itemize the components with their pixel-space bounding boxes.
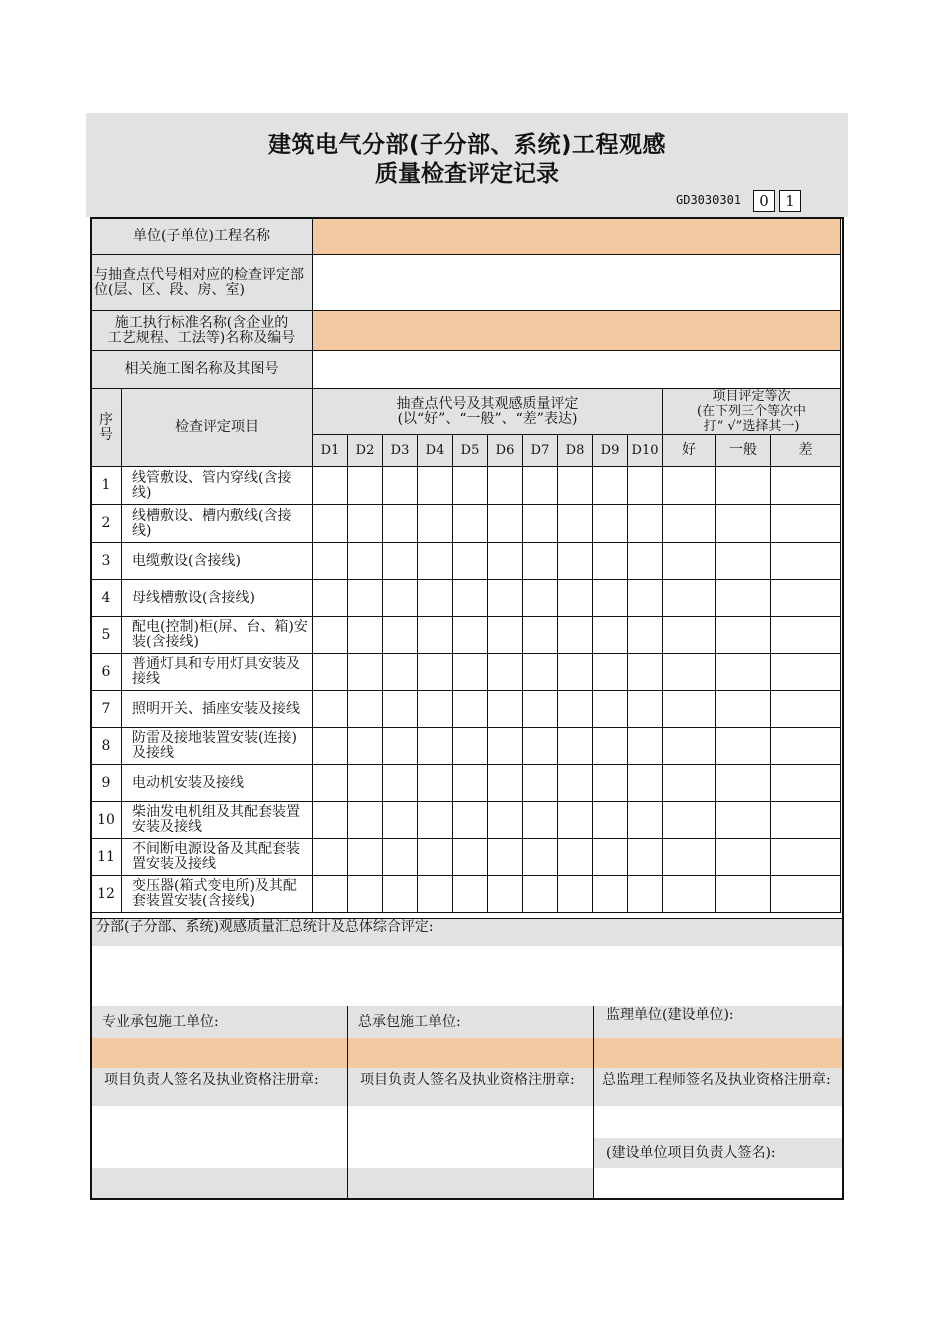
sample-point-cell[interactable] (348, 617, 383, 654)
inspection-location-label: 与抽查点代号相对应的检查评定部位(层、区、段、房、室) (91, 255, 313, 311)
grade-cell[interactable] (771, 876, 841, 913)
sample-point-cell[interactable] (453, 839, 488, 876)
item-number: 4 (91, 580, 122, 617)
sample-point-cell[interactable] (348, 654, 383, 691)
grade-cell[interactable] (663, 691, 716, 728)
sample-point-cell[interactable] (488, 543, 523, 580)
sample-point-cell[interactable] (418, 839, 453, 876)
grade-cell[interactable] (771, 765, 841, 802)
item-name: 线槽敷设、槽内敷线(含接线) (122, 505, 313, 543)
summary-label: 分部(子分部、系统)观感质量汇总统计及总体综合评定: (92, 918, 842, 946)
sample-point-cell[interactable] (593, 505, 628, 543)
grade-cell[interactable] (663, 654, 716, 691)
sample-point-cell[interactable] (628, 839, 663, 876)
item-row (91, 543, 841, 580)
sample-point-cell[interactable] (383, 876, 418, 913)
supervisor-label: 监理单位(建设单位): (594, 1006, 842, 1038)
drawing-label: 相关施工图名称及其图号 (91, 351, 313, 389)
seq-header: 序号 (91, 389, 122, 467)
point-header: D1 (313, 435, 348, 467)
grade-cell[interactable] (663, 617, 716, 654)
sample-point-cell[interactable] (348, 691, 383, 728)
item-number: 8 (91, 728, 122, 765)
sample-point-cell[interactable] (558, 543, 593, 580)
sample-point-cell[interactable] (523, 876, 558, 913)
item-number: 6 (91, 654, 122, 691)
grade-cell[interactable] (771, 839, 841, 876)
standard-input[interactable] (313, 311, 841, 351)
sign-divider (593, 1006, 594, 1200)
sample-point-cell[interactable] (558, 617, 593, 654)
sample-point-cell[interactable] (313, 505, 348, 543)
sample-point-cell[interactable] (313, 580, 348, 617)
item-number: 7 (91, 691, 122, 728)
sample-point-cell[interactable] (593, 876, 628, 913)
grade-cell[interactable] (716, 543, 771, 580)
code-box-2[interactable]: 1 (779, 190, 801, 212)
sub-contractor-date[interactable] (92, 1168, 347, 1200)
sample-point-cell[interactable] (418, 505, 453, 543)
grade-title-line1: 项目评定等次 (712, 389, 791, 404)
item-row (91, 580, 841, 617)
sample-point-cell[interactable] (593, 839, 628, 876)
point-header: D4 (418, 435, 453, 467)
grade-header (663, 389, 841, 435)
sample-point-cell[interactable] (488, 728, 523, 765)
sample-point-cell[interactable] (313, 802, 348, 839)
item-number: 5 (91, 617, 122, 654)
sample-point-cell[interactable] (558, 802, 593, 839)
point-header: D2 (348, 435, 383, 467)
sample-point-cell[interactable] (593, 580, 628, 617)
item-number: 10 (91, 802, 122, 839)
sample-point-cell[interactable] (523, 765, 558, 802)
point-header: D5 (453, 435, 488, 467)
point-header: D6 (488, 435, 523, 467)
sample-point-cell[interactable] (558, 839, 593, 876)
point-header: D3 (383, 435, 418, 467)
grade-cell[interactable] (771, 728, 841, 765)
sample-point-cell[interactable] (348, 543, 383, 580)
sample-point-cell[interactable] (558, 765, 593, 802)
grade-cell[interactable] (771, 617, 841, 654)
sample-point-cell[interactable] (523, 467, 558, 505)
sub-contractor-label: 专业承包施工单位: (92, 1006, 347, 1038)
sample-point-cell[interactable] (523, 580, 558, 617)
item-row (91, 802, 841, 839)
item-number: 3 (91, 543, 122, 580)
sample-point-cell[interactable] (593, 728, 628, 765)
sample-point-cell[interactable] (593, 617, 628, 654)
sample-point-cell[interactable] (348, 580, 383, 617)
sample-point-cell[interactable] (418, 876, 453, 913)
sample-point-cell[interactable] (593, 654, 628, 691)
grade-cell[interactable] (663, 728, 716, 765)
sample-point-cell[interactable] (453, 728, 488, 765)
sample-point-cell[interactable] (453, 580, 488, 617)
grade-cell[interactable] (663, 543, 716, 580)
standard-label-bottom: 工艺规程、工法等)名称及编号 (107, 329, 296, 346)
sample-point-cell[interactable] (523, 728, 558, 765)
sample-point-cell[interactable] (453, 876, 488, 913)
inspection-location-input[interactable] (313, 255, 841, 311)
general-contractor-label: 总承包施工单位: (348, 1006, 593, 1038)
sample-point-cell[interactable] (313, 876, 348, 913)
sample-point-cell[interactable] (348, 765, 383, 802)
sample-point-cell[interactable] (593, 691, 628, 728)
grade-cell[interactable] (663, 876, 716, 913)
sample-point-cell[interactable] (348, 467, 383, 505)
item-name: 电缆敷设(含接线) (122, 543, 313, 580)
grade-cell[interactable] (716, 617, 771, 654)
sample-point-cell[interactable] (523, 839, 558, 876)
sample-point-cell[interactable] (488, 654, 523, 691)
sample-point-cell[interactable] (488, 617, 523, 654)
sample-point-cell[interactable] (418, 580, 453, 617)
sample-point-cell[interactable] (383, 580, 418, 617)
sample-point-cell[interactable] (383, 467, 418, 505)
grade-poor-header: 差 (771, 435, 841, 467)
sample-point-cell[interactable] (418, 543, 453, 580)
grade-cell[interactable] (716, 876, 771, 913)
sample-point-cell[interactable] (453, 543, 488, 580)
sample-point-cell[interactable] (628, 580, 663, 617)
sample-point-cell[interactable] (488, 580, 523, 617)
sample-point-cell[interactable] (523, 505, 558, 543)
sample-point-cell[interactable] (348, 876, 383, 913)
sample-point-cell[interactable] (628, 765, 663, 802)
grade-cell[interactable] (716, 580, 771, 617)
sample-point-cell[interactable] (383, 543, 418, 580)
sample-title-line2: (以“好”、“一般”、“差”表达) (397, 410, 578, 427)
item-row (91, 765, 841, 802)
sample-point-cell[interactable] (313, 839, 348, 876)
grade-cell[interactable] (716, 802, 771, 839)
sample-point-cell[interactable] (453, 765, 488, 802)
grade-cell[interactable] (771, 543, 841, 580)
sample-point-cell[interactable] (313, 543, 348, 580)
sample-point-cell[interactable] (418, 617, 453, 654)
sample-point-cell[interactable] (523, 543, 558, 580)
grade-cell[interactable] (771, 580, 841, 617)
grade-cell[interactable] (771, 691, 841, 728)
sample-point-cell[interactable] (628, 505, 663, 543)
owner-sign-label: (建设单位项目负责人签名): (594, 1138, 842, 1168)
sample-point-cell[interactable] (383, 654, 418, 691)
grade-cell[interactable] (663, 580, 716, 617)
grade-title-line2: (在下列三个等次中 (696, 404, 807, 419)
item-row (91, 467, 841, 505)
sample-point-cell[interactable] (383, 728, 418, 765)
supervisor-sign-label: 总监理工程师签名及执业资格注册章: (594, 1068, 842, 1106)
sample-point-cell[interactable] (593, 802, 628, 839)
sample-point-cell[interactable] (488, 839, 523, 876)
sample-point-cell[interactable] (558, 467, 593, 505)
sample-point-cell[interactable] (628, 617, 663, 654)
sample-point-cell[interactable] (418, 691, 453, 728)
sample-point-cell[interactable] (593, 765, 628, 802)
grade-cell[interactable] (716, 728, 771, 765)
grade-title-line3: 打“ √”选择其一) (703, 419, 800, 434)
sample-point-cell[interactable] (593, 467, 628, 505)
sample-point-cell[interactable] (313, 691, 348, 728)
item-row (91, 876, 841, 913)
drawing-input[interactable] (313, 351, 841, 389)
sample-point-cell[interactable] (383, 839, 418, 876)
point-header: D10 (628, 435, 663, 467)
item-row (91, 728, 841, 765)
form-title-line2: 质量检查评定记录 (375, 161, 559, 187)
summary-input[interactable] (92, 946, 842, 1007)
sample-point-cell[interactable] (628, 654, 663, 691)
sample-point-cell[interactable] (558, 728, 593, 765)
sample-point-cell[interactable] (558, 654, 593, 691)
sample-point-cell[interactable] (418, 728, 453, 765)
sample-points-header (313, 389, 663, 435)
supervisor-date[interactable] (594, 1168, 842, 1200)
sign-divider (347, 1006, 348, 1200)
sample-point-cell[interactable] (348, 728, 383, 765)
sample-point-cell[interactable] (453, 467, 488, 505)
point-header: D9 (593, 435, 628, 467)
sample-point-cell[interactable] (348, 802, 383, 839)
item-name: 不间断电源设备及其配套装置安装及接线 (122, 839, 313, 876)
sample-point-cell[interactable] (313, 617, 348, 654)
sample-point-cell[interactable] (313, 467, 348, 505)
item-row (91, 839, 841, 876)
point-header: D7 (523, 435, 558, 467)
item-number: 1 (91, 467, 122, 505)
sample-point-cell[interactable] (523, 691, 558, 728)
sample-point-cell[interactable] (628, 691, 663, 728)
grade-cell[interactable] (771, 505, 841, 543)
point-header: D8 (558, 435, 593, 467)
item-row (91, 654, 841, 691)
form-title-line1: 建筑电气分部(子分部、系统)工程观感 (267, 132, 667, 158)
grade-cell[interactable] (716, 765, 771, 802)
supervisor-sign-area[interactable] (594, 1106, 842, 1138)
standard-label-top: 施工执行标准名称(含企业的 (114, 314, 289, 331)
sub-contractor-sign-label: 项目负责人签名及执业资格注册章: (92, 1068, 347, 1106)
item-number: 12 (91, 876, 122, 913)
sample-title-line1: 抽查点代号及其观感质量评定 (396, 395, 579, 412)
item-row (91, 691, 841, 728)
sample-point-cell[interactable] (523, 802, 558, 839)
grade-cell[interactable] (663, 765, 716, 802)
sample-point-cell[interactable] (453, 802, 488, 839)
sample-point-cell[interactable] (313, 765, 348, 802)
sample-point-cell[interactable] (383, 802, 418, 839)
sample-point-cell[interactable] (453, 654, 488, 691)
grade-cell[interactable] (716, 839, 771, 876)
general-contractor-sign-area[interactable] (348, 1106, 593, 1168)
sample-point-cell[interactable] (628, 467, 663, 505)
sub-contractor-input[interactable] (92, 1038, 347, 1068)
sample-point-cell[interactable] (558, 505, 593, 543)
sample-point-cell[interactable] (453, 691, 488, 728)
item-name: 柴油发电机组及其配套装置安装及接线 (122, 802, 313, 839)
sample-point-cell[interactable] (418, 654, 453, 691)
item-number: 11 (91, 839, 122, 876)
sample-point-cell[interactable] (348, 839, 383, 876)
grade-cell[interactable] (716, 505, 771, 543)
grade-cell[interactable] (716, 467, 771, 505)
sample-point-cell[interactable] (593, 543, 628, 580)
sample-point-cell[interactable] (488, 765, 523, 802)
sample-point-cell[interactable] (418, 467, 453, 505)
item-name: 电动机安装及接线 (122, 765, 313, 802)
sample-point-cell[interactable] (628, 802, 663, 839)
grade-cell[interactable] (771, 654, 841, 691)
item-name: 配电(控制)柜(屏、台、箱)安装(含接线) (122, 617, 313, 654)
item-number: 9 (91, 765, 122, 802)
sample-point-cell[interactable] (628, 876, 663, 913)
sample-point-cell[interactable] (488, 802, 523, 839)
sample-point-cell[interactable] (488, 691, 523, 728)
grade-cell[interactable] (716, 691, 771, 728)
sub-contractor-sign-area[interactable] (92, 1106, 347, 1168)
item-name: 防雷及接地装置安装(连接)及接线 (122, 728, 313, 765)
general-contractor-sign-label: 项目负责人签名及执业资格注册章: (348, 1068, 593, 1106)
sample-point-cell[interactable] (488, 505, 523, 543)
general-contractor-date[interactable] (348, 1168, 593, 1200)
sample-point-cell[interactable] (523, 617, 558, 654)
sample-point-cell[interactable] (523, 654, 558, 691)
sample-point-cell[interactable] (488, 876, 523, 913)
item-name: 线管敷设、管内穿线(含接线) (122, 467, 313, 505)
sample-point-cell[interactable] (558, 876, 593, 913)
item-name: 普通灯具和专用灯具安装及接线 (122, 654, 313, 691)
item-header: 检查评定项目 (122, 389, 313, 467)
project-name-input[interactable] (313, 218, 841, 255)
sample-point-cell[interactable] (628, 543, 663, 580)
grade-cell[interactable] (771, 802, 841, 839)
sample-point-cell[interactable] (558, 691, 593, 728)
sample-point-cell[interactable] (418, 802, 453, 839)
sample-point-cell[interactable] (558, 580, 593, 617)
supervisor-input[interactable] (594, 1038, 842, 1068)
item-name: 变压器(箱式变电所)及其配套装置安装(含接线) (122, 876, 313, 913)
sample-point-cell[interactable] (418, 765, 453, 802)
grade-good-header: 好 (663, 435, 716, 467)
sample-point-cell[interactable] (383, 765, 418, 802)
sample-point-cell[interactable] (313, 654, 348, 691)
sample-point-cell[interactable] (488, 467, 523, 505)
item-name: 母线槽敷设(含接线) (122, 580, 313, 617)
grade-cell[interactable] (716, 654, 771, 691)
inspection-table (90, 217, 841, 913)
sample-point-cell[interactable] (383, 617, 418, 654)
grade-cell[interactable] (663, 505, 716, 543)
sample-point-cell[interactable] (383, 505, 418, 543)
item-number: 2 (91, 505, 122, 543)
code-box-1[interactable]: 0 (753, 190, 775, 212)
grade-fair-header: 一般 (716, 435, 771, 467)
grade-cell[interactable] (771, 467, 841, 505)
sample-point-cell[interactable] (383, 691, 418, 728)
sample-point-cell[interactable] (453, 617, 488, 654)
sample-point-cell[interactable] (348, 505, 383, 543)
sample-point-cell[interactable] (313, 728, 348, 765)
sample-point-cell[interactable] (628, 728, 663, 765)
item-name: 照明开关、插座安装及接线 (122, 691, 313, 728)
grade-cell[interactable] (663, 802, 716, 839)
standard-label (91, 311, 313, 351)
form-code: GD3030301 (676, 193, 742, 207)
item-row (91, 505, 841, 543)
sample-point-cell[interactable] (453, 505, 488, 543)
general-contractor-input[interactable] (348, 1038, 593, 1068)
project-name-label: 单位(子单位)工程名称 (91, 218, 313, 255)
grade-cell[interactable] (663, 467, 716, 505)
item-row (91, 617, 841, 654)
grade-cell[interactable] (663, 839, 716, 876)
